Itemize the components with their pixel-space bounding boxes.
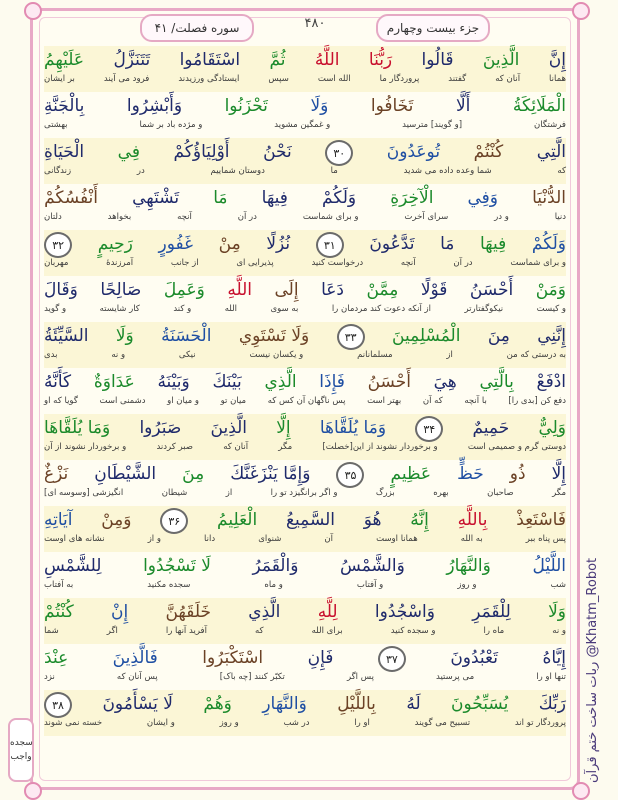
translation-word: از	[225, 488, 233, 498]
arabic-word: بِاللَّيْلِ	[337, 694, 376, 714]
translation-word: دانا	[204, 534, 216, 544]
translation-word: پس اگر	[346, 672, 374, 682]
arabic-words	[44, 186, 566, 212]
arabic-word: وَأَبْشِرُوا	[126, 96, 183, 116]
translation-word: و کیست	[536, 304, 566, 314]
arabic-word: صَالِحًا	[100, 280, 142, 300]
arabic-word: وَاسْجُدُوا	[374, 602, 435, 622]
translation-word: با آنچه	[464, 396, 487, 406]
ayah-number-marker: ۳۶	[160, 508, 188, 534]
translation-word: پروردگار تو اند	[514, 718, 566, 728]
arabic-word: إِنَّهُ	[410, 510, 429, 530]
arabic-word: تَحْزَنُوا	[224, 96, 268, 116]
translation-word: و مژده باد بر شما	[139, 120, 203, 130]
verse-line	[44, 414, 566, 460]
arabic-word: الَّتِي	[536, 142, 566, 162]
translation-word: انگیزشی [وسوسه ای]	[44, 488, 124, 498]
translation-word: و میان او	[167, 396, 200, 406]
translation-word: آنچه	[400, 258, 416, 268]
persian-translation	[44, 120, 566, 130]
translation-word: آنان که	[223, 442, 249, 452]
arabic-word: عَدَاوَةٌ	[93, 372, 135, 392]
watermark-text: ربات ساخت ختم قرآن @Khatm_Robot	[585, 557, 600, 783]
arabic-word: وَلَا	[310, 96, 329, 116]
arabic-words	[44, 278, 566, 304]
translation-word: شنوای	[258, 534, 282, 544]
persian-translation	[44, 396, 566, 406]
arabic-word: وَلَكُمْ	[531, 234, 566, 254]
arabic-word: هِيَ	[433, 372, 457, 392]
arabic-word: بِالَّتِي	[479, 372, 514, 392]
translation-word: پس آنان که	[116, 672, 158, 682]
translation-word: بهره	[433, 488, 449, 498]
translation-word: گفتند	[448, 74, 467, 84]
arabic-words	[44, 370, 566, 396]
ayah-number-marker: ۳۲	[44, 232, 72, 258]
arabic-word: أَلَّا	[455, 96, 471, 116]
translation-word: مهربان	[44, 258, 69, 268]
arabic-word: الَّذِي	[248, 602, 281, 622]
verse-line	[44, 506, 566, 552]
translation-word: که	[557, 166, 566, 176]
verse-line	[44, 552, 566, 598]
arabic-word: الْمَلَائِكَةُ	[512, 96, 566, 116]
translation-word: و کند	[173, 304, 192, 314]
translation-word: او را	[354, 718, 370, 728]
persian-translation	[44, 488, 566, 498]
translation-word: مسلمانانم	[357, 350, 393, 360]
persian-translation	[44, 672, 566, 682]
arabic-word: لَا تَسْجُدُوا	[143, 556, 211, 576]
verse-line	[44, 690, 566, 736]
translation-word: دوستی گرم و صمیمی است	[467, 442, 566, 452]
arabic-word: كُنْتُمْ	[473, 142, 504, 162]
translation-word: و روز	[219, 718, 239, 728]
arabic-word: عِنْدَ	[44, 648, 69, 668]
arabic-word: وَمِنْ	[101, 510, 132, 530]
translation-word: ایستادگی ورزیدند	[178, 74, 240, 84]
translation-word: شما وعده داده می شدید	[403, 166, 492, 176]
translation-word: صبر کردند	[156, 442, 193, 452]
persian-translation	[44, 212, 566, 222]
arabic-word: إِلَّا	[276, 418, 291, 438]
arabic-word: إِنَّ	[548, 50, 566, 70]
arabic-word: خَلَقَهُنَّ	[165, 602, 211, 622]
arabic-word: مِنَ	[182, 464, 205, 484]
arabic-word: مِنَ	[487, 326, 510, 346]
arabic-word: اسْتَكْبَرُوا	[202, 648, 264, 668]
arabic-word: مَا	[440, 234, 455, 254]
verse-line	[44, 230, 566, 276]
translation-word: بر ایشان	[44, 74, 75, 84]
arabic-word: وَعَمِلَ	[163, 280, 205, 300]
arabic-word: الشَّيْطَانِ	[94, 464, 157, 484]
arabic-word: قَوْلًا	[420, 280, 448, 300]
arabic-word: وَمَا يُلَقَّاهَا	[319, 418, 387, 438]
translation-word: و از	[147, 534, 161, 544]
translation-word: در آن	[237, 212, 257, 222]
translation-word: مگر	[278, 442, 293, 452]
arabic-word: وَمَا يُلَقَّاهَا	[44, 418, 111, 438]
translation-word: ماه را	[483, 626, 505, 636]
translation-word: بخواهد	[107, 212, 132, 222]
arabic-word: ذُو	[509, 464, 526, 484]
arabic-word: لَهُ	[406, 694, 421, 714]
translation-word: نشانه های اوست	[44, 534, 105, 544]
translation-word: سجده مکنید	[147, 580, 191, 590]
translation-word: که آن	[422, 396, 443, 406]
arabic-word: وَفِي	[467, 188, 499, 208]
arabic-word: نَزْغٌ	[44, 464, 69, 484]
translation-word: به آفتاب	[44, 580, 74, 590]
translation-word: آنان که	[495, 74, 521, 84]
persian-translation	[44, 580, 566, 590]
arabic-word: ادْفَعْ	[536, 372, 566, 392]
arabic-word: اللَّهِ	[227, 280, 253, 300]
arabic-word: تَعْبُدُونَ	[450, 648, 498, 668]
arabic-word: تَتَنَزَّلُ	[113, 50, 151, 70]
arabic-word: أَحْسَنُ	[469, 280, 514, 300]
arabic-word: إِنْ	[110, 602, 129, 622]
translation-word: همانا اوست	[376, 534, 418, 544]
translation-word: و ایشان	[146, 718, 175, 728]
arabic-word: السَّيِّئَةُ	[44, 326, 89, 346]
translation-word: بهتر است	[367, 396, 402, 406]
arabic-word: إِلَى	[274, 280, 299, 300]
translation-word: کار شایسته	[99, 304, 140, 314]
arabic-word: فَإِذَا	[319, 372, 345, 392]
arabic-word: وَقَالَ	[44, 280, 78, 300]
translation-word: در آن	[453, 258, 473, 268]
translation-word: از آنکه دعوت کند مردمان را	[331, 304, 431, 314]
persian-translation	[44, 442, 566, 452]
arabic-word: إِيَّاهُ	[542, 648, 566, 668]
arabic-word: فَإِنِ	[307, 648, 334, 668]
verse-line	[44, 322, 566, 368]
translation-word: در	[136, 166, 145, 176]
translation-word: و برای شماست	[302, 212, 359, 222]
arabic-words	[44, 508, 566, 534]
arabic-word: الْآخِرَةِ	[390, 188, 434, 208]
translation-word: نیکوگفتارتر	[464, 304, 504, 314]
arabic-words	[44, 462, 566, 488]
translation-word: بزرگ	[375, 488, 395, 498]
arabic-word: أَنْفُسُكُمْ	[44, 188, 99, 208]
arabic-word: وَلَا	[115, 326, 134, 346]
arabic-word: عَلَيْهِمُ	[44, 50, 85, 70]
arabic-word: السَّمِيعُ	[285, 510, 336, 530]
translation-word: سرای آخرت	[404, 212, 449, 222]
arabic-word: وَهُمْ	[203, 694, 232, 714]
arabic-word: إِنَّنِي	[537, 326, 566, 346]
arabic-words	[44, 232, 566, 258]
persian-translation	[44, 258, 566, 268]
verse-line	[44, 184, 566, 230]
arabic-words	[44, 324, 566, 350]
translation-word: آنچه	[177, 212, 192, 222]
arabic-word: ثُمَّ	[269, 50, 286, 70]
ayah-number-marker: ۳۷	[378, 646, 406, 672]
translation-word: و در	[494, 212, 509, 222]
translation-word: ما	[330, 166, 338, 176]
arabic-word: بَيْنَكَ	[212, 372, 242, 392]
translation-word: به سوی	[270, 304, 299, 314]
arabic-words	[44, 600, 566, 626]
arabic-words	[44, 416, 566, 442]
translation-word: فرود می آیند	[103, 74, 150, 84]
translation-word: آن	[324, 534, 334, 544]
ayah-number-marker: ۳۴	[415, 416, 443, 442]
arabic-word: لِلْقَمَرِ	[472, 602, 511, 622]
translation-word: دفع کن [بدی را]	[508, 396, 566, 406]
arabic-word: الَّذِي	[264, 372, 297, 392]
translation-word: اگر	[106, 626, 118, 636]
translation-word: بدی	[44, 350, 58, 360]
translation-word: و روز	[457, 580, 477, 590]
arabic-word: فِيهَا	[261, 188, 288, 208]
ayah-number-marker: ۳۳	[337, 324, 365, 350]
corner-ornament-top-left	[24, 2, 42, 20]
translation-word: و برای شماست	[510, 258, 566, 268]
translation-word: مگر	[552, 488, 566, 498]
ayah-number-marker: ۳۵	[336, 462, 364, 488]
arabic-word: وَمَنْ	[535, 280, 566, 300]
arabic-word: وَالنَّهَارُ	[446, 556, 491, 576]
translation-word: آمرزندهٔ	[106, 258, 134, 268]
arabic-word: فَالَّذِينَ	[112, 648, 158, 668]
corner-ornament-top-right	[572, 2, 590, 20]
translation-word: و برخوردار نشوند از این[خصلت]	[322, 442, 438, 452]
translation-word: دلتان	[44, 212, 62, 222]
arabic-word: مَا	[213, 188, 228, 208]
arabic-words	[44, 554, 566, 580]
corner-ornament-bottom-left	[24, 782, 42, 800]
translation-word: نزد	[44, 672, 55, 682]
translation-word: دنیا	[554, 212, 566, 222]
arabic-word: قَالُوا	[421, 50, 454, 70]
translation-word: شب	[550, 580, 566, 590]
translation-word: به درستی که من	[506, 350, 566, 360]
arabic-word: وَلِيٌّ	[538, 418, 566, 438]
arabic-word: آيَاتِهِ	[44, 510, 73, 530]
translation-word: الله است	[317, 74, 351, 84]
arabic-word: صَبَرُوا	[139, 418, 182, 438]
sajdah-marker: سجده واجب	[8, 718, 34, 782]
arabic-word: الَّذِينَ	[482, 50, 520, 70]
arabic-word: وَالنَّهَارِ	[262, 694, 307, 714]
translation-word: دشمنی است	[99, 396, 146, 406]
arabic-word: الْعَلِيمُ	[217, 510, 258, 530]
arabic-word: وَلَا	[548, 602, 566, 622]
translation-word: به الله	[460, 534, 483, 544]
translation-word: [و گویند] مترسید	[402, 120, 463, 130]
arabic-word: تَشْتَهِي	[132, 188, 180, 208]
verse-line	[44, 276, 566, 322]
verse-line	[44, 92, 566, 138]
translation-word: و آفتاب	[356, 580, 384, 590]
translation-word: می پرستید	[436, 672, 475, 682]
arabic-word: مِنْ	[218, 234, 241, 254]
arabic-word: نُزُلًا	[266, 234, 291, 254]
arabic-word: لَا يَسْأَمُونَ	[102, 694, 173, 714]
page-header	[140, 10, 490, 40]
translation-word: و برخوردار نشوند از آن	[44, 442, 127, 452]
translation-word: دوستان شماییم	[210, 166, 265, 176]
arabic-word: كُنْتُمْ	[44, 602, 74, 622]
arabic-word: وَبَيْنَهُ	[157, 372, 190, 392]
translation-word: شیطان	[161, 488, 188, 498]
arabic-words	[44, 646, 566, 672]
arabic-word: يُسَبِّحُونَ	[451, 694, 509, 714]
arabic-words	[44, 48, 566, 74]
arabic-word: بِالْجَنَّةِ	[44, 96, 85, 116]
arabic-word: وَلَا تَسْتَوِي	[238, 326, 310, 346]
arabic-word: اسْتَقَامُوا	[179, 50, 241, 70]
verse-line	[44, 368, 566, 414]
verse-line	[44, 598, 566, 644]
arabic-word: كَأَنَّهُ	[44, 372, 72, 392]
translation-word: پس پناه ببر	[525, 534, 566, 544]
arabic-word: أَحْسَنُ	[367, 372, 411, 392]
translation-word: زندگانی	[44, 166, 72, 176]
translation-word: و نه	[552, 626, 566, 636]
arabic-word: حَمِيمٌ	[472, 418, 510, 438]
translation-word: برای الله	[311, 626, 343, 636]
persian-translation	[44, 718, 566, 728]
arabic-word: وَالشَّمْسُ	[340, 556, 405, 576]
arabic-words	[44, 94, 566, 120]
persian-translation	[44, 626, 566, 636]
arabic-word: وَإِمَّا يَنْزَغَنَّكَ	[230, 464, 311, 484]
arabic-words	[44, 140, 566, 166]
translation-word: گویا که او	[44, 396, 78, 406]
translation-word: سپس	[268, 74, 289, 84]
persian-translation	[44, 304, 566, 314]
translation-word: از	[446, 350, 453, 360]
arabic-word: إِلَّا	[551, 464, 566, 484]
arabic-word: رَبُّنَا	[368, 50, 393, 70]
arabic-word: وَالْقَمَرُ	[252, 556, 299, 576]
translation-word: و گوید	[44, 304, 67, 314]
translation-word: پروردگار ما	[379, 74, 420, 84]
translation-word: درخواست کنید	[311, 258, 364, 268]
arabic-word: تَدَّعُونَ	[369, 234, 415, 254]
arabic-word: اللَّيْلُ	[532, 556, 566, 576]
translation-word: فرشتگان	[534, 120, 566, 130]
translation-word: و ماه	[264, 580, 283, 590]
verse-line	[44, 46, 566, 92]
ayah-number-marker: ۳۸	[44, 692, 72, 718]
arabic-word: دَعَا	[321, 280, 344, 300]
translation-word: تکبّر کنند [چه باک]	[219, 672, 285, 682]
arabic-word: غَفُورٍ	[158, 234, 194, 254]
persian-translation	[44, 74, 566, 84]
arabic-word: لِلشَّمْسِ	[44, 556, 102, 576]
arabic-word: الْحَيَاةِ	[44, 142, 85, 162]
persian-translation	[44, 350, 566, 360]
arabic-word: الدُّنْيَا	[532, 188, 566, 208]
arabic-word: حَظٍّ	[457, 464, 484, 484]
verse-line	[44, 644, 566, 690]
translation-word: و سجده کنید	[390, 626, 436, 636]
translation-word: الله	[224, 304, 238, 314]
translation-word: شما	[44, 626, 59, 636]
page-number: ۴۸۰	[304, 16, 326, 31]
arabic-word: الَّذِينَ	[210, 418, 248, 438]
arabic-word: فِيهَا	[480, 234, 507, 254]
translation-word: آفرید آنها را	[165, 626, 207, 636]
translation-word: و اگر برانگیزد تو را	[270, 488, 338, 498]
arabic-word: فِي	[117, 142, 140, 162]
arabic-word: الْمُسْلِمِينَ	[392, 326, 461, 346]
arabic-word: رَبِّكَ	[538, 694, 566, 714]
arabic-word: رَحِيمٍ	[97, 234, 133, 254]
translation-word: از جانب	[170, 258, 199, 268]
arabic-word: بِاللَّهِ	[457, 510, 488, 530]
translation-word: صاحبان	[487, 488, 514, 498]
arabic-words	[44, 692, 566, 718]
translation-word: تسبیح می گویند	[414, 718, 471, 728]
translation-word: میان تو	[220, 396, 247, 406]
arabic-word: اللَّهُ	[314, 50, 340, 70]
translation-word: خسته نمی شوند	[44, 718, 103, 728]
arabic-word: فَاسْتَعِذْ	[516, 510, 566, 530]
arabic-word: هُوَ	[363, 510, 382, 530]
translation-word: همانا	[549, 74, 566, 84]
arabic-word: مِمَّنْ	[366, 280, 399, 300]
translation-word: تنها او را	[536, 672, 566, 682]
translation-word: در شب	[283, 718, 310, 728]
surah-label: سوره فصلت/ ۴۱	[140, 14, 254, 42]
translation-word: و نه	[111, 350, 126, 360]
arabic-word: تُوعَدُونَ	[386, 142, 441, 162]
arabic-word: لِلَّهِ	[317, 602, 338, 622]
arabic-word: عَظِيمٍ	[390, 464, 432, 484]
ayah-number-marker: ۳۱	[316, 232, 344, 258]
arabic-word: الْحَسَنَةُ	[161, 326, 212, 346]
arabic-word: وَلَكُمْ	[322, 188, 357, 208]
juz-label: جزء بیست وچهارم	[376, 14, 490, 42]
arabic-word: نَحْنُ	[263, 142, 292, 162]
translation-word: پذیرایی ای	[236, 258, 274, 268]
translation-word: و غمگین مشوید	[274, 120, 331, 130]
translation-word: و یکسان نیست	[249, 350, 304, 360]
arabic-word: تَخَافُوا	[370, 96, 414, 116]
persian-translation	[44, 534, 566, 544]
verse-lines	[44, 46, 566, 736]
translation-word: بهشتی	[44, 120, 68, 130]
translation-word: نیکی	[178, 350, 196, 360]
translation-word: پس ناگهان آن کس که	[267, 396, 346, 406]
verse-line	[44, 460, 566, 506]
verse-line	[44, 138, 566, 184]
ayah-number-marker: ۳۰	[325, 140, 353, 166]
translation-word: که	[254, 626, 264, 636]
arabic-word: أَوْلِيَاؤُكُمْ	[173, 142, 230, 162]
persian-translation	[44, 166, 566, 176]
